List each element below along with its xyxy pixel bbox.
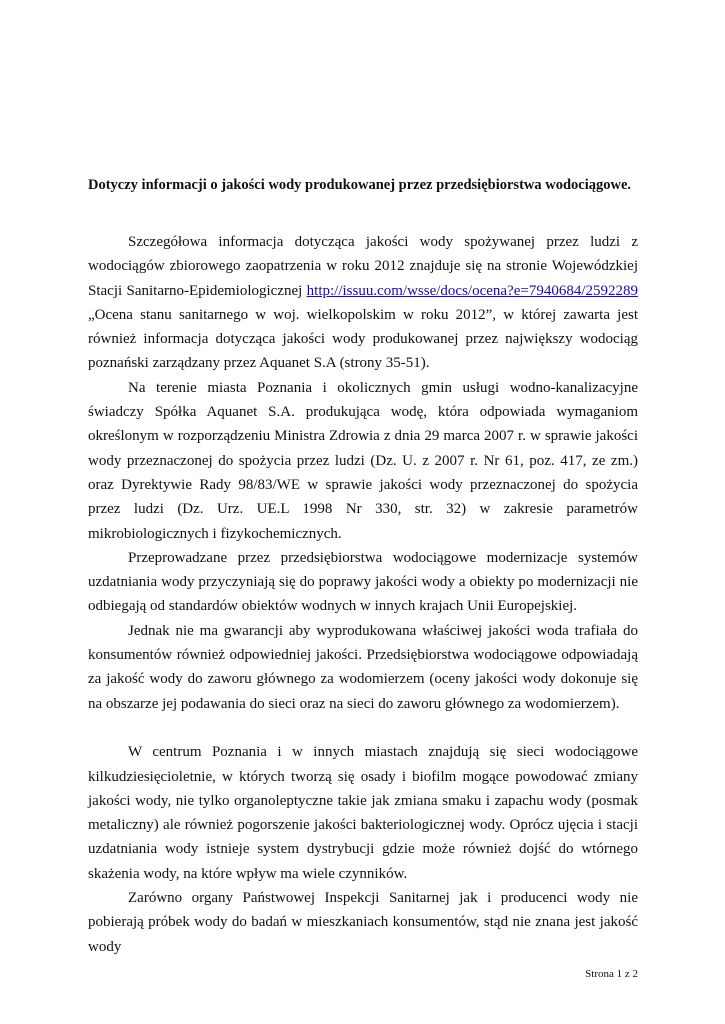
document-body: [88, 230, 638, 959]
paragraph-1-text: Szczegółowa informacja dotycząca jakości wody spożywanej przez ludzi z wodociągów zbiorowego zaopatrzenia w roku 2012 znajduje się na stronie Wojewódzkiej Stacji Sanitarno-Epidemiologicznej: [88, 234, 638, 299]
paragraph-3: Przeprowadzane przez przedsiębiorstwa wodociągowe modernizacje systemów uzdatniania wody przyczyniają się do poprawy jakości wody a obiekty po modernizacji nie odbiegają od standardów obiektów wodnych w innych krajach Unii Europejskiej.: [88, 549, 638, 615]
paragraph-2: Na terenie miasta Poznania i okolicznych gmin usługi wodno-kanalizacyjne świadczy Spółka Aquanet S.A. produkująca wodę, która odpowiada wymaganiom określonym w rozporządzeniu Ministra Zdrowia z dnia 29 marca 2007 r. w sprawie jakości wody przeznaczonej do spożycia przez ludzi (Dz. U. z 2007 r. Nr 61, poz. 417, ze zm.) oraz Dyrektywie Rady 98/83/WE w sprawie jakości wody przeznaczonej do spożycia przez ludzi (Dz. Urz. UE.L 1998 Nr 330, str. 32) w zakresie parametrów mikrobiologicznych i fizykochemicznych.: [88, 379, 638, 542]
paragraph-1-continuation: „Ocena stanu sanitarnego w woj. wielkopolskim w roku 2012”, w której zawarta jest również informacja dotycząca jakości wody produkowanej przez największy wodociąg poznański zarządzany przez Aquanet S.A (strony 35-51).: [88, 306, 638, 372]
issuu-report-link[interactable]: http://issuu.com/wsse/docs/ocena?e=7940684/2592289: [306, 282, 638, 299]
document-title: Dotyczy informacji o jakości wody produkowanej przez przedsiębiorstwa wodociągowe.: [88, 177, 632, 193]
paragraph-6: Zarówno organy Państwowej Inspekcji Sanitarnej jak i producenci wody nie pobierają próbek wody do badań w mieszkaniach konsumentów, stąd nie znana jest jakość wody: [88, 890, 638, 955]
paragraph-1: [88, 230, 638, 376]
page-number: Strona 1 z 2: [585, 968, 638, 980]
paragraph-4: Jednak nie ma gwarancji aby wyprodukowana właściwej jakości woda trafiała do konsumentów również odpowiedniej jakości. Przedsiębiorstwa wodociągowe odpowiadają za jakość wody do zaworu głównego za wodomierzem (oceny jakości wody dokonuje się na obszarze jej podawania do sieci oraz na sieci do zaworu głównego za wodomierzem).: [88, 622, 638, 712]
paragraph-5: W centrum Poznania i w innych miastach znajdują się sieci wodociągowe kilkudziesięcioletnie, w których tworzą się osady i biofilm mogące powodować zmiany jakości wody, nie tylko organoleptyczne takie jak zmiana smaku i zapachu wody (posmak metaliczny) ale również pogorszenie jakości bakteriologicznej wody. Oprócz ujęcia i stacji uzdatniania wody istnieje system dystrybucji gdzie może również dojść do wtórnego skażenia wody, na które wpływ ma wiele czynników.: [88, 744, 638, 882]
